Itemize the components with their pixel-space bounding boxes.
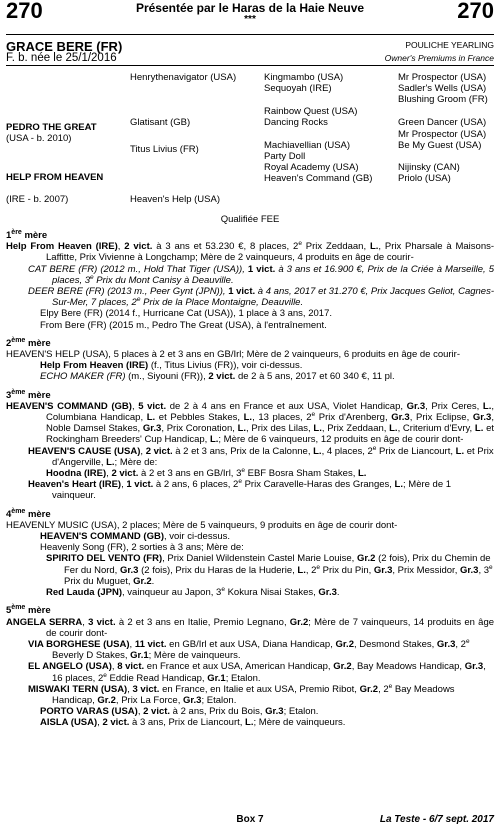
dam-paragraph: ANGELA SERRA, 3 vict. à 2 et 3 ans en Italie, Premio Legnano, Gr.2; Mère de 7 vainqueurs, 14 produits en âge de courir dont-	[6, 616, 495, 639]
pedigree-table	[0, 66, 500, 211]
pedigree-gen2: Heaven's Help (USA)	[130, 194, 220, 205]
produce-entry: Help From Heaven (IRE) (f., Titus Livius (FR)), voir ci-dessus.	[40, 360, 303, 372]
horse-category: POULICHE YEARLING	[405, 40, 494, 50]
dam-paragraph: HEAVENLY MUSIC (USA), 2 places; Mère de 5 vainqueurs, 9 produits en âge de courir dont-	[6, 519, 398, 531]
produce-entry: From Bere (FR) (2015 m., Pedro The Great (USA), à l'entraînement.	[40, 319, 327, 331]
dam-paragraph: HEAVEN'S HELP (USA), 5 places à 2 et 3 ans en GB/Irl; Mère de 2 vainqueurs, 6 produits en âge de courir-	[6, 349, 460, 361]
pedigree-gen3: Rainbow Quest (USA)	[264, 106, 358, 117]
pedigree-gen2: Titus Livius (FR)	[130, 144, 199, 155]
section-heading: 1ère mère	[6, 228, 48, 241]
pedigree-gen4: Mr Prospector (USA)	[398, 129, 487, 140]
produce-entry: VIA BORGHESE (USA), 11 vict. en GB/Irl et aux USA, Diana Handicap, Gr.2, Desmond Stakes, Gr.3, 2e Beverly D Stakes, Gr.1; Mère de vainqueurs.	[28, 637, 470, 662]
pedigree-gen4: Sadler's Wells (USA)	[398, 83, 487, 94]
dam-paragraph: Help From Heaven (IRE), 2 vict. à 3 ans et 53.230 €, 8 places, 2e Prix Zeddaan, L., Prix Pharsale à Maisons-Laffitte, Prix Vivienne à Longchamp; Mère de 2 vainqueurs, 4 produits en âge de courir-	[6, 240, 495, 264]
pedigree-gen4: Green Dancer (USA)	[398, 117, 487, 128]
produce-entry: EL ANGELO (USA), 8 vict. en France et aux USA, American Handicap, Gr.2, Bay Meadows Handicap, Gr.3, 16 places, 2e Eddie Read Handicap, Gr.1; Etalon.	[28, 661, 486, 684]
section-heading: 5ème mère	[6, 604, 51, 617]
header-stars: ***	[244, 14, 256, 25]
sire-name: PEDRO THE GREAT	[6, 122, 97, 133]
produce-entry: PORTO VARAS (USA), 2 vict. à 2 ans, Prix du Bois, Gr.3; Etalon.	[40, 706, 319, 718]
page-footer	[0, 814, 500, 828]
section-heading: 3ème mère	[6, 388, 51, 401]
pedigree-gen2: Henrythenavigator (USA)	[130, 72, 237, 83]
sale-location-date: La Teste - 6/7 sept. 2017	[379, 814, 494, 825]
owners-premium-note: Owner's Premiums in France	[384, 53, 494, 63]
horse-birth: F. b. née le 25/1/2016	[6, 52, 117, 64]
pedigree-gen3: Party Doll	[264, 151, 306, 162]
produce-entry: MISWAKI TERN (USA), 3 vict. en France, en Italie et aux USA, Premio Ribot, Gr.2, 2e Bay Meadows Handicap, Gr.2, Prix La Force, Gr.3; Etalon.	[28, 682, 455, 706]
pedigree-gen4: Blushing Groom (FR)	[398, 94, 488, 105]
produce-entry: Hoodna (IRE), 2 vict. à 2 et 3 ans en GB/Irl, 3e EBF Bosra Sham Stakes, L.	[46, 466, 367, 480]
dam-name: HELP FROM HEAVEN	[6, 172, 104, 183]
lot-number-left: 270	[6, 0, 43, 23]
pedigree-gen3: Royal Academy (USA)	[264, 162, 359, 173]
pedigree-gen2: Glatisant (GB)	[130, 117, 191, 128]
produce-entry: HEAVEN'S COMMAND (GB), voir ci-dessus.	[40, 531, 230, 543]
horse-header	[0, 35, 500, 65]
pedigree-gen3: Dancing Rocks	[264, 117, 328, 128]
pedigree-gen3: Machiavellian (USA)	[264, 140, 351, 151]
produce-entry: ECHO MAKER (FR) (m., Siyouni (FR)), 2 vict. de 2 à 5 ans, 2017 et 60 340 €, 11 pl.	[40, 371, 395, 383]
pedigree-gen4: Mr Prospector (USA)	[398, 72, 487, 83]
pedigree-gen4: Nijinsky (CAN)	[398, 162, 460, 173]
produce-entry: CAT BERE (FR) (2012 m., Hold That Tiger (USA)), 1 vict. à 3 ans et 16.900 €, Prix de la Criée à Marseille, 5 places, 3e Prix du Mont Canisy à Deauville.	[28, 263, 495, 286]
produce-entry: AISLA (USA), 2 vict. à 3 ans, Prix de Liancourt, L.; Mère de vainqueurs.	[40, 717, 346, 729]
pedigree-gen4: Priolo (USA)	[398, 173, 451, 184]
produce-entry: Heavenly Song (FR), 2 sorties à 3 ans; Mère de:	[40, 542, 244, 554]
box-number: Box 7	[236, 814, 264, 825]
produce-entry: SPIRITO DEL VENTO (FR), Prix Daniel Wildenstein Castel Marie Louise, Gr.2 (2 fois), Prix du Chemin de Fer du Nord, Gr.3 (2 fois), Prix du Haras de la Huderie, L., 2e Prix du Pin, Gr.3, Prix Messidor, Gr.3, 3e Prix du Muguet, Gr.2.	[46, 553, 493, 587]
catalogue-header	[0, 0, 500, 34]
lot-number-right: 270	[457, 0, 494, 23]
section-heading: 2ème mère	[6, 336, 51, 349]
dam-paragraph: HEAVEN'S COMMAND (GB), 5 vict. de 2 à 4 ans en France et aux USA, Violet Handicap, Gr.3, Prix Ceres, L., Columbiana Handicap, L. et Pebbles Stakes, L., 13 places, 2e Prix d'Arenberg, Gr.3, Prix Eclipse, Gr.3, Noble Damsel Stakes, Gr.3, Prix Coronation, L., Prix des Lilas, L., Prix Zeddaan, L., Criterium d'Evry, L. et Rockingham Breeders' Cup Handicap, L.; Mère de 6 vainqueurs, 12 produits en âge de courir dont-	[6, 400, 495, 446]
dam-info: (IRE - b. 2007)	[6, 194, 69, 205]
pedigree-gen3: Sequoyah (IRE)	[264, 83, 332, 94]
produce-entry: Red Lauda (JPN), vainqueur au Japon, 3e Kokura Nisai Stakes, Gr.3.	[46, 585, 340, 599]
produce-entry: Elpy Bere (FR) (2014 f., Hurricane Cat (USA)), 1 place à 3 ans, 2017.	[40, 308, 332, 320]
produce-entry: HEAVEN'S CAUSE (USA), 2 vict. à 2 et 3 ans, Prix de la Calonne, L., 4 places, 2e Prix de Liancourt, L. et Prix d'Angerville, L.; Mère de:	[28, 444, 494, 468]
pedigree-gen3: Kingmambo (USA)	[264, 72, 344, 83]
section-heading: 4ème mère	[6, 507, 51, 520]
produce-entry: DEER BERE (FR) (2013 m., Peer Gynt (JPN)), 1 vict. à 4 ans, 2017 et 31.270 €, Prix Jacques Geliot, Cagnes-Sur-Mer, 7 places, 2e Prix de la Place Montaigne, Deauville.	[28, 286, 494, 309]
catalogue-body	[0, 230, 500, 729]
horse-name: GRACE BERE (FR)	[6, 39, 123, 54]
pedigree-gen4: Be My Guest (USA)	[398, 140, 482, 151]
pedigree-gen3: Heaven's Command (GB)	[264, 173, 373, 184]
sire-info: (USA - b. 2010)	[6, 133, 72, 144]
qualification: Qualifiée FEE	[220, 214, 280, 225]
produce-entry: Heaven's Heart (IRE), 1 vict. à 2 ans, 6 places, 2e Prix Caravelle-Haras des Granges, L.; Mère de 1 vainqueur.	[28, 478, 452, 502]
presented-by: Présentée par le Haras de la Haie Neuve	[135, 1, 365, 15]
